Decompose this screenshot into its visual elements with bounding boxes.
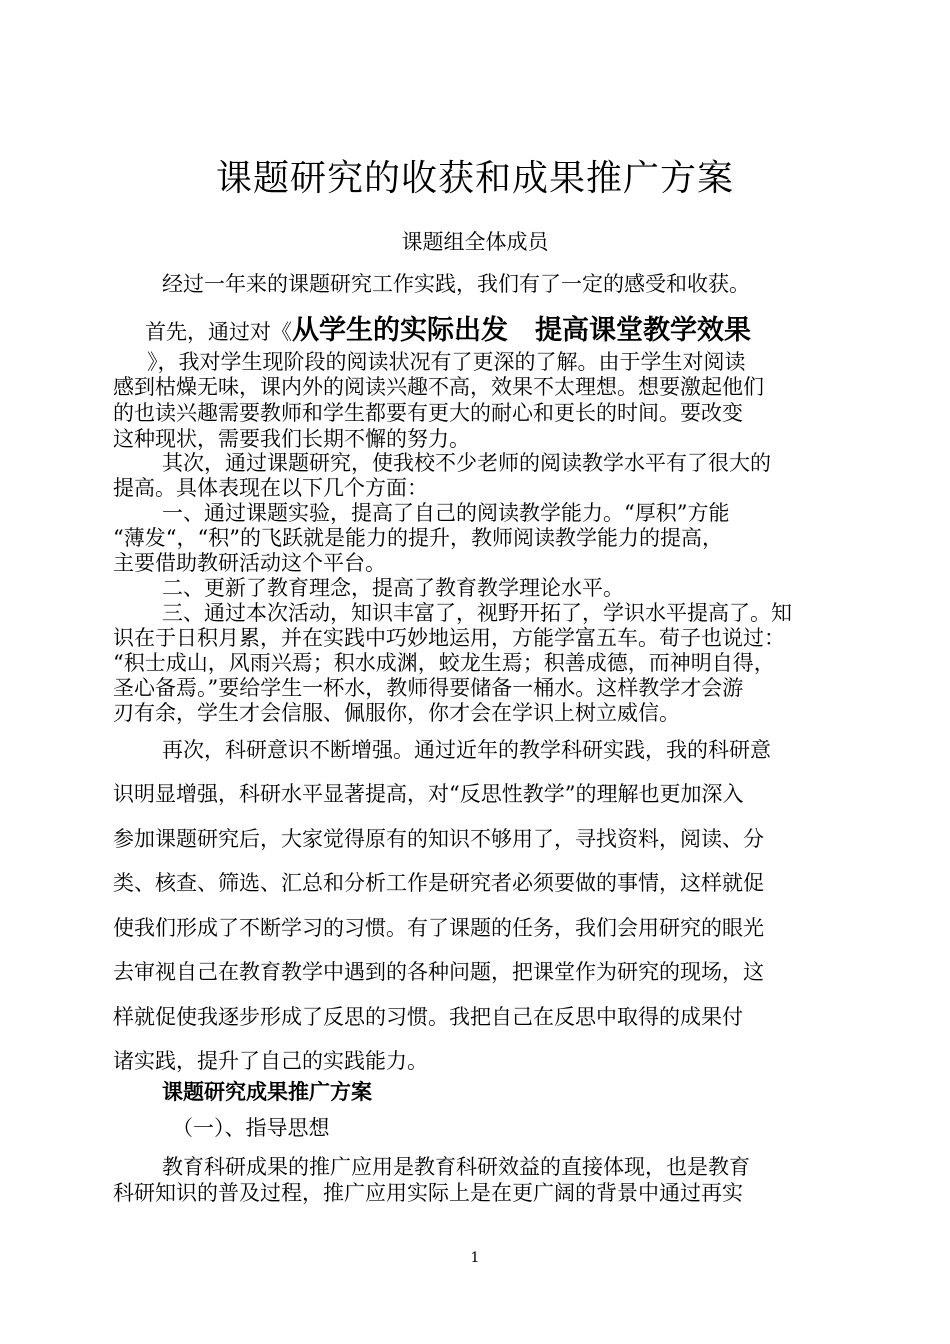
text-line: 使我们形成了不断学习的习惯。有了课题的任务，我们会用研究的眼光: [113, 916, 764, 940]
text-line: 参加课题研究后，大家觉得原有的知识不够用了，寻找资料，阅读、分: [113, 827, 764, 851]
page-number: 1: [470, 1250, 480, 1266]
text-line: 识明显增强，科研水平显著提高，对“反思性教学”的理解也更加深入: [113, 782, 744, 806]
book-title: 从学生的实际出发 提高课堂教学效果: [292, 315, 751, 346]
text-line: 提高。具体表现在以下几个方面：: [113, 476, 428, 500]
text-line: 样就促使我逐步形成了反思的习惯。我把自己在反思中取得的成果付: [113, 1005, 743, 1029]
intro-paragraph: 经过一年来的课题研究工作实践，我们有了一定的感受和收获。: [162, 272, 750, 296]
text-line: 识在于日积月累，并在实践中巧妙地运用，方能学富五车。荀子也说过：: [113, 626, 785, 650]
text-line: 科研知识的普及过程，推广应用实际上是在更广阔的背景中通过再实: [113, 1181, 743, 1205]
text-line: 再次，科研意识不断增强。通过近年的教学科研实践，我的科研意: [162, 738, 771, 762]
subsection-heading: （一）、指导思想: [172, 1116, 330, 1140]
text-line: 教育科研成果的推广应用是教育科研效益的直接体现，也是教育: [162, 1155, 750, 1179]
text-line: 》，我对学生现阶段的阅读状况有了更深的了解。由于学生对阅读: [147, 350, 746, 374]
text-line: 的也读兴趣需要教师和学生都要有更大的耐心和更长的时间。要改变: [113, 401, 743, 425]
text-line: 这种现状，需要我们长期不懈的努力。: [113, 427, 470, 451]
text-line: 主要借助教研活动这个平台。: [113, 551, 386, 575]
text-line: 诸实践，提升了自己的实践能力。: [113, 1049, 428, 1073]
text-line: 三、通过本次活动，知识丰富了，视野开拓了，学识水平提高了。知: [162, 601, 792, 625]
first-paragraph-start: [145, 317, 885, 344]
document-title: 课题研究的收获和成果推广方案: [215, 158, 734, 199]
author-line: 课题组全体成员: [401, 230, 549, 254]
text-line: 圣心备焉。”要给学生一杯水，教师得要储备一桶水。这样教学才会游: [113, 676, 744, 700]
text-line: 其次，通过课题研究，使我校不少老师的阅读教学水平有了很大的: [162, 451, 771, 475]
text-line: “薄发“，“积”的飞跃就是能力的提升，教师阅读教学能力的提高，: [113, 526, 723, 550]
text-line: 感到枯燥无味，课内外的阅读兴趣不高，效果不太理想。想要激起他们: [113, 375, 764, 399]
text-line: 二、更新了教育理念，提高了教育教学理论水平。: [162, 576, 624, 600]
text-line: 去审视自己在教育教学中遇到的各种问题，把课堂作为研究的现场，这: [113, 960, 764, 984]
text-line: 类、核查、筛选、汇总和分析工作是研究者必须要做的事情，这样就促: [113, 871, 764, 895]
text-line: 一、通过课题实验，提高了自己的阅读教学能力。“厚积”方能: [162, 501, 730, 525]
text-line: “积士成山，风雨兴焉；积水成渊，蛟龙生焉；积善成德，而神明自得，: [113, 651, 775, 675]
first-prefix: 首先，通过对《: [145, 320, 292, 344]
section-heading: 课题研究成果推广方案: [162, 1080, 372, 1104]
text-line: 刃有余，学生才会信服、佩服你，你才会在学识上树立威信。: [113, 701, 680, 725]
